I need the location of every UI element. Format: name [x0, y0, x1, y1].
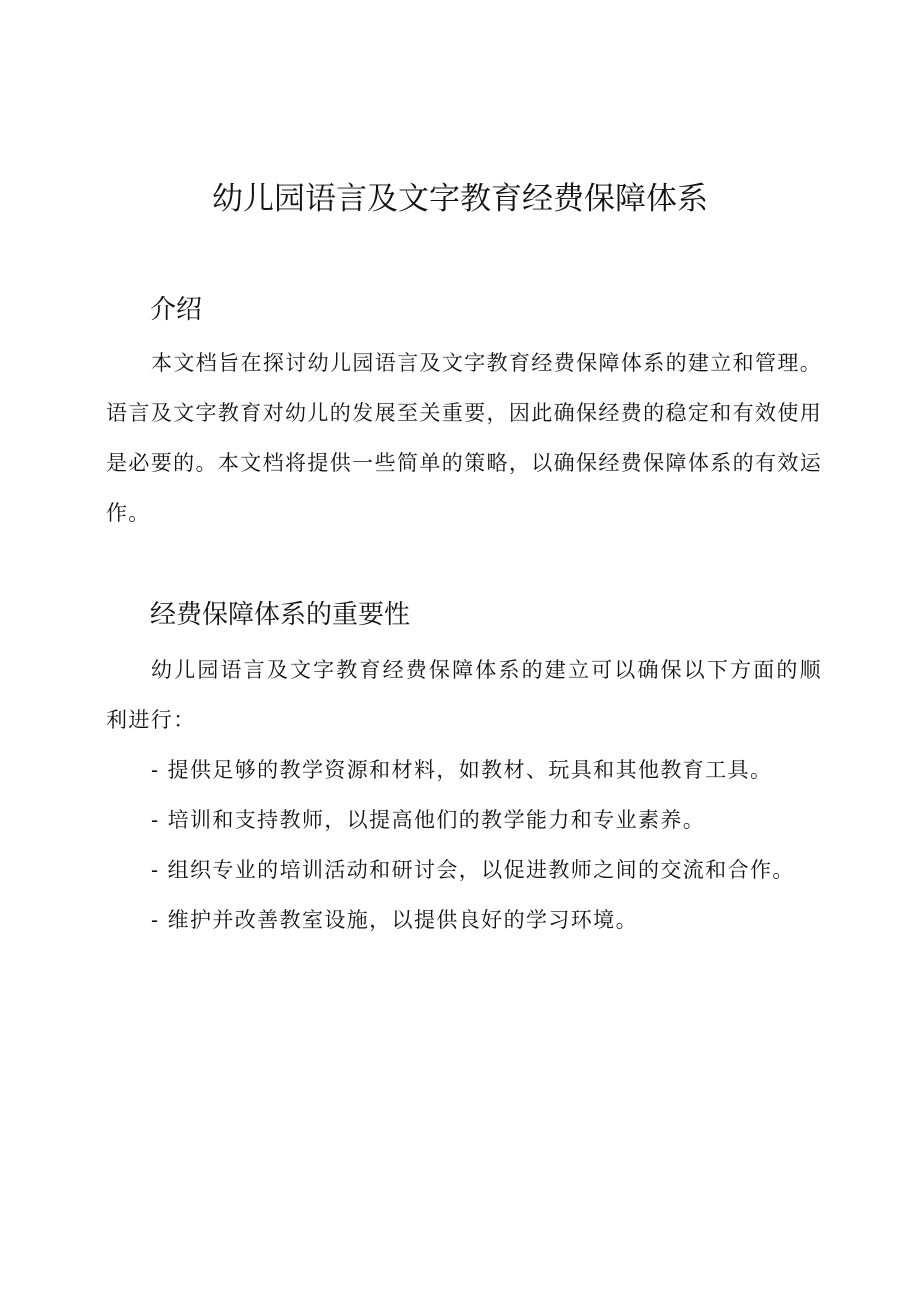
importance-bullet-list — [106, 745, 796, 945]
bullet-item: - 培训和支持教师，以提高他们的教学能力和专业素养。 — [151, 808, 706, 832]
bullet-item: - 提供足够的教学资源和材料，如教材、玩具和其他教育工具。 — [151, 758, 773, 782]
introduction-paragraph: 本文档旨在探讨幼儿园语言及文字教育经费保障体系的建立和管理。语言及文字教育对幼儿的发展至关重要，因此确保经费的稳定和有效使用是必要的。本文档将提供一些简单的策略，以确保经费保障体系的有效运作。 — [106, 351, 822, 525]
section-heading-introduction: 介绍 — [150, 295, 203, 325]
document-title: 幼儿园语言及文字教育经费保障体系 — [212, 181, 708, 217]
bullet-item: - 组织专业的培训活动和研讨会，以促进教师之间的交流和合作。 — [151, 858, 795, 882]
importance-paragraph: 幼儿园语言及文字教育经费保障体系的建立可以确保以下方面的顺利进行： — [106, 658, 822, 732]
bullet-item: - 维护并改善教室设施，以提供良好的学习环境。 — [151, 908, 638, 932]
section-heading-importance: 经费保障体系的重要性 — [150, 600, 411, 630]
